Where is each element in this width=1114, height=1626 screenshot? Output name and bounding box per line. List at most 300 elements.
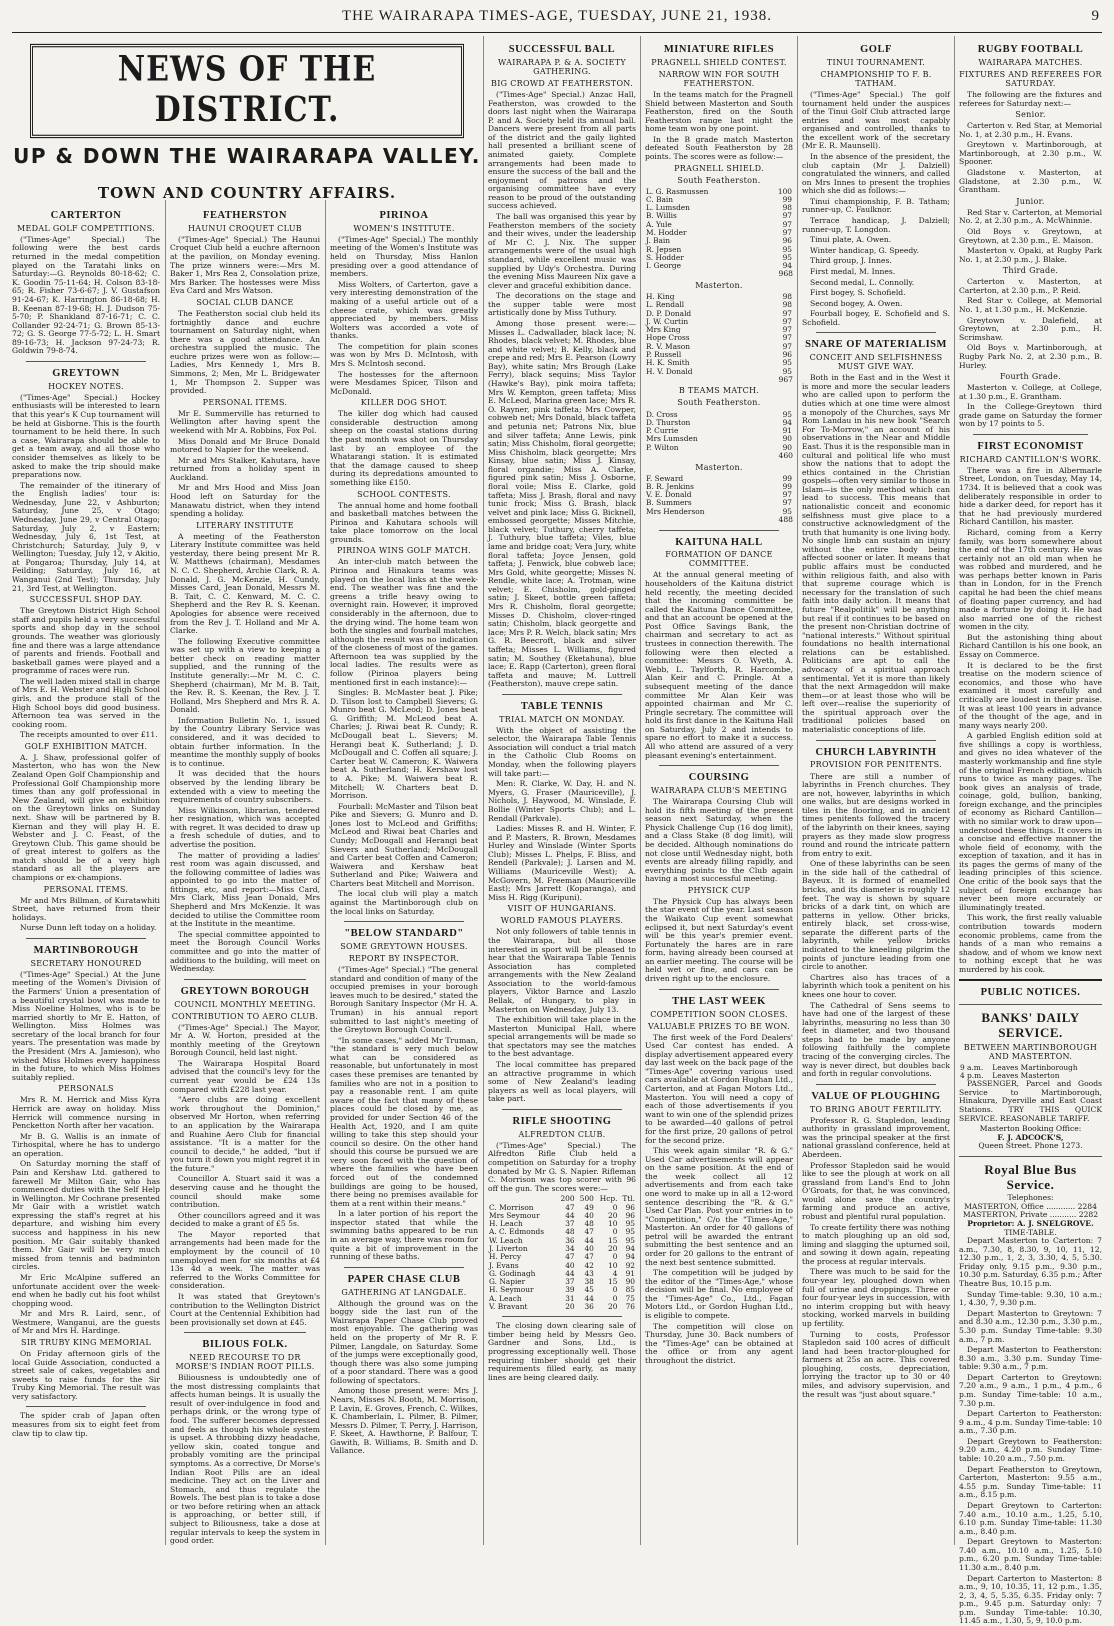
article-text: This week again similar "R. & G." Used Car advertisements will appear on the same position. At the end of the week collect all 12 advertisements and from each take one word to make up in all a 12-word sentence describing the "R. & G." Used Car Plan. Post your entries in to "Competition," C/o the "Times-Age," Masterton. An order for 40 gallons of petrol will be awarded the entrant submitting the best sentence and an order for 20 gallons to the entrant of the next best sentence submitted. xyxy=(645,1146,793,1267)
headline: SOME GREYTOWN HOUSES. xyxy=(340,942,468,952)
table-cell: B. Summers xyxy=(646,498,692,508)
list-item: Masterton v. College, at College, at 1.30 p.m., E. Grantham. xyxy=(959,383,1102,401)
paper-chase-heading: PAPER CHASE CLUB xyxy=(347,1273,461,1285)
table-tennis-heading: TABLE TENNIS xyxy=(520,700,604,712)
headline: PROVISION FOR PENITENTS. xyxy=(809,760,942,770)
list-item: Fourball bogey, E. Schofield and S. Schofield. xyxy=(802,309,950,327)
headline: PERSONALS xyxy=(58,1084,114,1094)
article-text: ("Times-Age" Special.) The monthly meeting of the Women's Institute was held on Thursday, Miss Hanlon presiding over a good attendance of members. xyxy=(330,234,478,279)
column-rule xyxy=(325,200,326,1545)
article-text: In the B grade match Masterton defeated South Featherston by 28 points. The scores were as follow:— xyxy=(645,134,793,161)
score-body xyxy=(645,411,793,452)
miniature-rifles-heading: MINIATURE RIFLES xyxy=(663,44,775,55)
list-item: Depart Masterton to Carterton: 7 a.m., 7.30, 8, 8.30, 9, 10, 11, 12, 12.30 p.m., 1, 2, 3, 3.30, 4, 5, 5.30. Friday only, 9.15 p.m., 9.30 p.m., 10.30 p.m. Saturday, 6.35 p.m.; After Theatre Bus, 10.15 p.m. xyxy=(959,1236,1102,1289)
divider xyxy=(816,740,936,741)
table-cell: D. Cross xyxy=(646,409,678,419)
article-text: In the College-Greytown third grade game on Saturday the former won by 17 points to 5. xyxy=(959,402,1102,429)
article-text: The spider crab of Japan often measures from six to eight feet from claw tip to claw tip. xyxy=(12,1411,160,1438)
top-rule xyxy=(12,32,1102,33)
table-cell: 37 xyxy=(565,1219,575,1229)
table-cell: Leaves Masterton xyxy=(992,1071,1060,1080)
table-cell: 99 xyxy=(782,473,792,483)
article-text: Miss Wolters, of Carterton, gave a very interesting demonstration of the making of a useful article out of a cheese crate, which was greatly appreciated by members. Miss Wolters was accorded a vote of thanks. xyxy=(330,279,478,341)
bus-telephones: Telephones: xyxy=(1007,1193,1054,1203)
fixture-list xyxy=(959,209,1102,264)
headline: GATHERING AT LANGDALE. xyxy=(341,1287,467,1297)
article-text: An inter-club match between the Pirinoa and Hinakura teams was played on the local links at the week-end. The weather was fine and the greens a trifle heavy owing to overnight rain. However, it improved considerably in the afternoon, due to the drying wind. The home team won both the singles and fourball matches, although the result was no indication of the closeness of most of the games. Afternoon tea was supplied by the local ladies. The results were as follow (Pirinoa players being mentioned first in each instance):— xyxy=(330,557,478,687)
table-cell: A. Leach xyxy=(489,1293,522,1303)
table-cell: 48 xyxy=(584,1219,594,1229)
royal-blue-heading: Royal Blue Bus Service. xyxy=(984,1161,1077,1192)
table-cell: 95 xyxy=(625,1227,635,1237)
table-title: PRAGNELL SHIELD. xyxy=(674,163,764,173)
table-cell: 95 xyxy=(782,252,792,262)
ball-heading: SUCCESSFUL BALL xyxy=(508,44,616,55)
article-text: In a later portion of his report the inspector stated that while the swimming baths appeared to be run in an average way, there was room for quite a bit of improvement in the running of these baths. xyxy=(330,1209,478,1262)
divider xyxy=(26,938,146,939)
table-cell: D. Thurston xyxy=(646,417,691,427)
article-text: To create fertility there was nothing to match ploughing up an old sod, liming and slagging the upturned soil, and sowing it down again, repeating the process at regular intervals. xyxy=(802,1222,950,1266)
table-cell: H. Percy xyxy=(489,1252,522,1262)
bus-timetable-title: TIME-TABLE. xyxy=(1004,1227,1057,1237)
team-title: South Featherston. xyxy=(677,398,761,408)
table-cell: L. Rendall xyxy=(646,300,685,310)
column-5 xyxy=(645,38,793,1545)
greytown-heading: GREYTOWN xyxy=(52,367,120,379)
divider xyxy=(973,434,1088,435)
divider xyxy=(659,530,779,531)
table-cell: 90 xyxy=(625,1277,635,1287)
article-text: Although the ground was on the boggy side the last run of the Wairarapa Paper Chase Club proved most enjoyable. The gathering was held on the property of Mr R. F. Pilmer, Langdale, on Saturday. Some of the jumps were exceptionally good, though there was also some jumping of a poor standard. There was a good following of spectators. xyxy=(330,1298,478,1385)
table-cell: 42 xyxy=(584,1260,594,1270)
coursing-heading: COURSING xyxy=(688,772,750,784)
table-cell: 94 xyxy=(625,1252,635,1262)
kaituna-heading: KAITUNA HALL xyxy=(675,536,763,548)
table-cell: 34 xyxy=(565,1243,575,1253)
list-item: Depart Greytown to Featherston: 9.20 a.m., 4.20 p.m. Sunday Time-table: 10.20 a.m., 7.50 p.m. xyxy=(959,1436,1102,1464)
table-cell: A. Yule xyxy=(646,219,672,229)
article-text: The Featherston social club held its fortnightly dance and euchre tournament on Saturday night, when there was a good attendance. An orchestra supplied the music. The euchre prizes were won as follow:—Ladies, Mrs Kennedy 1, Mrs B. Simmons, 2; Men, Mr L. Bridgewater 1, Mr Thompson 2. Supper was provided. xyxy=(170,308,320,396)
headline: KILLER DOG SHOT. xyxy=(360,398,448,408)
table-cell: 43 xyxy=(584,1268,594,1278)
headline: WAIRARAPA MATCHES. xyxy=(978,57,1083,67)
table-cell: P. Wilton xyxy=(646,442,679,452)
article-text: Mr and Mrs Stalker, Kahutara, have returned from a holiday spent in Auckland. xyxy=(170,455,320,482)
divider xyxy=(959,1004,1102,1005)
article-text: The Greytown District High School staff and pupils held a very successful sports and shop day in the school grounds. The weather was gloriously fine and there was a large attendance of parents and friends. Football and basketball games were played and a programme of races were run. xyxy=(12,606,160,676)
table-cell: S. Hodder xyxy=(646,252,684,262)
headline: TO BRING ABOUT FERTILITY. xyxy=(809,1104,943,1114)
table-cell: 96 xyxy=(625,1210,635,1220)
score-table xyxy=(645,293,793,376)
table-cell: 97 xyxy=(782,228,792,238)
article-text: The closing down clearing sale of timber being held by Messrs Geo. Gardner and Sons, Ltd., is progressing exceptionally well. Those requiring timber should get their requirements filled early, as many lines are being cleared daily. xyxy=(488,1321,636,1382)
headline: MEDAL GOLF COMPETITIONS. xyxy=(16,223,156,233)
list-item: Depart Featherston to Greytown, Carterton, Masterton: 9.55 a.m., 4.55 p.m. Sunday Time-table: 11 a.m., 8.15 p.m. xyxy=(959,1464,1102,1500)
table-cell: 44 xyxy=(584,1235,594,1245)
article-text: ("Times-Age" Special.) The Alfredton Rifle Club held a competition on Saturday for a trophy donated by Mr G. S. Napier. Rifleman C. Morrison was top scorer with 96 off the gun. The scores were:— xyxy=(488,1140,636,1193)
table-cell: 10 xyxy=(608,1260,618,1270)
article-text: The well laden mixed stall in charge of Mrs E. H. Webster and High School girls, and the produce stall of the High School boys did good business. Afternoon tea was served in the cooking room. xyxy=(12,676,160,729)
divider xyxy=(959,979,1102,981)
article-text: The competition for plain scones was won by Mrs D. McIntosh, with Mrs S. McIntosh second. xyxy=(330,341,478,368)
headline: CONTRIBUTION TO AERO CLUB. xyxy=(171,1011,319,1021)
list-item: Depart Carterton to Featherston: 9 a.m., 4 p.m. Sunday Time-table: 10 a.m., 7.30 p.m. xyxy=(959,1409,1102,1436)
article-text: Among those present were: Mrs J. Nears, Misses N. Booth, M. Morrison, P. Lavin, E. Groves, French, C. Wilkes, K. Chamberlain, L. Pilmer, B. Pilmer, Messrs D. Pilmer, T. Perry, J. Harrison, F. Skeet, A. Hawthorne, P. Balfour, T. Gawith, B. Williams, B. Smith and D. Vallance. xyxy=(330,1386,478,1456)
article-text: The decorations on the stage and the supper table were most artistically done by Miss Tuthury. xyxy=(488,291,636,318)
article-text: The following are the fixtures and referees for Saturday next:— xyxy=(959,89,1102,108)
headline: TRIAL MATCH ON MONDAY. xyxy=(499,714,625,724)
table-cell: H. Leach xyxy=(489,1219,523,1229)
advertisement-text: PASSENGER, Parcel and Goods Service to Martinborough, Hinakura, Dyerville and East Coast Stations. TRY THIS QUICK SERVICE. REASONABLE TARIFF. xyxy=(959,1079,1102,1123)
rifle-shooting-heading: RIFLE SHOOTING xyxy=(512,1115,612,1127)
table-cell: 95 xyxy=(625,1219,635,1229)
article-text: In the absence of the president, the club captain (Mr J. Dalziell) congratulated the winners, and called on Mrs Innes to present the trophies which she did as follows:— xyxy=(802,152,950,196)
table-cell: 95 xyxy=(625,1235,635,1245)
article-text: ("Times-Age" Special.) "The general standard and condition of many of the occupied premises in your borough leaves much to be desired," stated the Borough Sanitary Inspector (Mr H. A. Truman) in his annual report submitted to last night's meeting of the Greytown Borough Council. xyxy=(330,965,478,1035)
team-total: 967 xyxy=(778,374,793,384)
table-cell: 95 xyxy=(782,506,792,516)
table-cell: 47 xyxy=(565,1202,575,1212)
score-body xyxy=(645,293,793,376)
table-cell: 96 xyxy=(625,1202,635,1212)
article-text: Turning to costs, Professor Stapledon said 100 acres of difficult land had been tractor-ploughed for farmers at 25s an acre. This covered ploughing, costs, depreciation, lorrying the tractor up to 30 or 40 miles, and advisory supervision, and the result was "just about square." xyxy=(802,1329,950,1399)
table-cell: D. P. Donald xyxy=(646,308,692,318)
table-cell: 39 xyxy=(565,1285,575,1295)
fixture-list xyxy=(959,384,1102,401)
table-cell: 44 xyxy=(565,1268,575,1278)
table-cell: H. Seymour xyxy=(489,1285,534,1295)
column-rule xyxy=(797,36,798,1545)
table-cell: 97 xyxy=(782,308,792,318)
score-table xyxy=(645,188,793,271)
article-text: Mr and Mrs Hood and Miss Joan Hood left on Saturday for the Manawatu district, when they intend spending a holiday. xyxy=(170,483,320,519)
greytown-borough-heading: GREYTOWN BOROUGH xyxy=(180,985,310,997)
article-text: Other councillors agreed and it was decided to make a grant of £5 5s. xyxy=(170,1210,320,1229)
article-text: The first week of the Ford Dealers' Used Car contest has ended. A display advertisement appeared every day last week on the back page of the "Times-Age" covering various used cars available at Gordon Hughan Ltd., Carterton, and at Fagan Motors Ltd., Masterton. You will need a copy of each of those advertisements if you want to win one of the splendid prizes to be awarded—40 gallons of petrol for the first prize, 20 gallons of petrol for the second prize. xyxy=(645,1032,793,1145)
article-text: The annual home and home football and basketball matches between the Pirinoa and Kahutara schools will take place tomorrow on the local grounds. xyxy=(330,500,478,544)
table-header: 500 xyxy=(579,1194,594,1204)
article-text: But the astonishing thing about Richard Cantillon is his one book, an Essay on Commerce. xyxy=(959,632,1102,660)
list-item: Depart Carterton to Greytown: 7.20 a.m., 9 a.m., 1 p.m., 4 p.m., 6 p.m. Sunday Time-table: 10 a.m., 7.30 p.m. xyxy=(959,1372,1102,1408)
table-cell: J. W. Curtin xyxy=(646,316,689,326)
list-item: Tinui plate, A. Owen. xyxy=(810,235,892,245)
bus-private-phone: MASTERTON, Private ........... 2282 xyxy=(962,1210,1099,1220)
table-cell: 97 xyxy=(782,211,792,221)
table-cell: 98 xyxy=(782,292,792,302)
table-cell: 94 xyxy=(782,417,792,427)
article-text: "In some cases," added Mr Truman, "the standard is very much below what can be considered as reasonable, but unfortunately in most cases these premises are tenanted by families who are not in a position to pay a reasonable rent. I am quite aware of the fact that many of these places could be closed by me, as provided for under Section 46 of the Health Act, 1920, and I am quite willing to take this step should your council so desire. On the other hand should this course be pursued we are very soon faced with the question of where the families who have been forced out of the condemned buildings are going to be housed, there being no premises available for them at a rent within their means." xyxy=(330,1035,478,1208)
table-cell: Mrs King xyxy=(646,325,681,335)
grade-title: Senior. xyxy=(1015,110,1046,120)
table-cell: 75 xyxy=(625,1293,635,1303)
table-cell: Mrs Lumsden xyxy=(646,434,698,444)
table-cell: 96 xyxy=(782,236,792,246)
public-notices-heading: PUBLIC NOTICES. xyxy=(980,987,1081,999)
table-cell: 0 xyxy=(612,1293,618,1303)
article-text: The matter of providing a ladies' rest room was again discussed, and the following committee of ladies was appointed to go into the matter of fittings, etc, and report:—Miss Card, Mrs Clark, Miss Jean Donald, Mrs Shepherd and Mrs McKenzie. It was decided to utilise the Committee room at the Institute in the meantime. xyxy=(170,850,320,929)
team-total: 460 xyxy=(778,450,793,460)
table-cell: 97 xyxy=(782,325,792,335)
table-cell: 15 xyxy=(608,1235,618,1245)
list-item: Carterton v. Red Star, at Memorial No. 1, at 2.30 p.m., H. Evans. xyxy=(959,121,1102,139)
list-item: Terrace handicap, J. Dalziell; runner-up, T. Longdon. xyxy=(802,216,950,234)
table-cell: 36 xyxy=(584,1301,594,1311)
list-item: Carterton v. Masterton, at Carterton, at 2.30 p.m., P. Reid. xyxy=(959,277,1102,295)
headline: WORLD FAMOUS PLAYERS. xyxy=(500,916,624,926)
divider xyxy=(26,1406,146,1407)
masthead-subtitle: UP & DOWN THE WAIRARAPA VALLEY. xyxy=(13,144,481,168)
table-row xyxy=(488,1303,636,1311)
table-cell: 94 xyxy=(782,261,792,271)
table-cell: 99 xyxy=(782,194,792,204)
table-cell: 47 xyxy=(584,1227,594,1237)
divider xyxy=(502,1316,622,1317)
article-text: Fourball: McMaster and Tilson beat Pike and Sievers; G. Munro and D. Jones lost to McLeod and Griffiths; McLeod and Riwai beat Charles and Cundy; McDougall and Herangi beat Sievers and Sutherland; McDougall and Carter beat Coffen and Cameron; Waiwera and Kershaw beat Sutherland and Pike; Waiwera and Charters beat Mitchell and Morrison. xyxy=(330,801,478,888)
article-text: Men: R. Clarke, W. Day, H. and N. Myers, G. Fraser (Mauriceville), J. Nichols, J. Haywood, M. Winslade, F. Bollie (Winter Sports Club); and L. Rendall (Parkvale). xyxy=(488,779,636,823)
table-cell: 20 xyxy=(608,1301,618,1311)
table-cell: L. Lumsden xyxy=(646,203,690,213)
booking-office: Masterton Booking Office: xyxy=(979,1124,1082,1134)
article-text: A garbled English edition sold at five shillings a copy is worthless, and gives no idea whatever of the masterly workmanship and fine style of the original French edition, which runs to twice as many pages. The book gives an analysis of trade, coinage, gold, bullion, banking, foreign exchange, and the principles of economy as Richard Cantillon—with no similar work to draw upon—understood these things. It covers in a concise and effective manner the whole field of economy, with the exception of taxation, and it has in its pages the germs of many of the leading principles of this science. One critic of the book says that the subject of foreign exchange has never been more accurately or illuminatingly treated. xyxy=(959,731,1102,912)
article-text: Mrs R. M. Herrick and Miss Kyra Herrick are away on holiday. Miss Herrick will commence nursing in Pencketton North after her vacation. xyxy=(12,1095,160,1131)
table-cell: P. Currie xyxy=(646,426,679,436)
divider xyxy=(659,765,779,766)
table-cell: 47 xyxy=(584,1252,594,1262)
column-rule xyxy=(954,36,955,1545)
table-cell: 48 xyxy=(565,1227,575,1237)
team-total: 488 xyxy=(778,514,793,524)
article-text: The killer dog which had caused considerable destruction among sheep on the coastal stations during the past month was shot on Thursday last by an employee of the Whatarangi station. It is estimated that the damage caused to sheep during its depredations amounted to something like £150. xyxy=(330,409,478,487)
article-text: The competition will be judged by the editor of the "Times-Age," whose decision will be final. No employee of the "Times-Age" Co., Ltd., Fagan Motors Ltd., or Gordon Hughan Ltd., is eligible to compete. xyxy=(645,1268,793,1321)
article-text: This work, the first really valuable contribution towards modern economic problems, came from the hands of a man who remains a shadow, and of whom we know next to nothing except that he was murdered by his cook. xyxy=(959,913,1102,974)
fixture-list xyxy=(959,122,1102,195)
article-text: On Friday afternoon girls of the local Guide Association, conducted a street sale of cakes, vegetables and sweets to raise funds for the Sir Truby King Memorial. The result was very satisfactory. xyxy=(12,1349,160,1401)
economist-heading: FIRST ECONOMIST xyxy=(977,441,1084,452)
table-cell: G. Godinagh xyxy=(489,1268,536,1278)
headline: PIRINOA WINS GOLF MATCH. xyxy=(336,546,472,556)
table-cell: Mrs Henderson xyxy=(646,506,705,516)
ploughing-heading: VALUE OF PLOUGHING xyxy=(811,1090,941,1102)
table-cell: 95 xyxy=(782,409,792,419)
headline: HAUNUI CROQUET CLUB xyxy=(188,223,302,233)
article-text: The Mayor reported that arrangements had been made for the employment by the council of 10 unemployed men for six months at £4 13s 4d a week. The matter was referred to the Works Committee for consideration. xyxy=(170,1229,320,1291)
headline: ALFREDTON CLUB. xyxy=(518,1129,606,1139)
table-cell: 40 xyxy=(584,1243,594,1253)
divider xyxy=(816,1084,936,1085)
article-text: Miss Wilkinson, librarian, tendered her resignation, which was accepted with regret. It was decided to draw up a fresh schedule of duties, and to advertise the position. xyxy=(170,805,320,849)
masthead xyxy=(12,44,482,202)
article-text: Among those present were:—Misses L. Cadwallader, black lace; N. Rhodes, black velvet; M. Rhodes, blue and white velvet; B. Kelly, black and crepe and red; Mrs E. Pearson (Lowry Bay), white satin; Mrs Brough (Lake Ferry), black sequins; Miss Taylor (Hawke's Bay), pink moira taffeta; Mrs W. Kempton, green taffeta; Miss E. McLeod, Marina green lace; Mrs R. O. Rayner, pink taffeta; Mrs Cowper, cobweb net; Mrs Donald, black taffeta and petunia net; Patrons Nix, blue and silver taffeta; Anne Lewis, pink satin; Miss Chisholm, floral georgette; Miss Chisholm, black georgette; Mrs Kinsay, blue satin; Miss J. Kinsay, floral organdie; Miss A. Clarke, figured pink satin; Miss J. Osborne, floral voile; Miss E. Clarke, gold taffeta; Miss J. Brash, floral and navy tunic frock; Miss G. Brash, black velvet and pink lace; Miss G. Bicknell, embossed georgette; Misses Mitchie, black velvet; Tuthury, cherry taffeta; J. Tuthury, blue taffeta; Viles, blue lame and bridge coat; Vera Jury, white floral taffeta; Joyce Jensen, gold taffeta; J. Fenwick, blue cobweb lace; Mrs Gold, white georgette; Misses N. Rendle, white lace; A. Trotman, wine velvet; E. Chisholm, gold-pinged satin; J. Skeet, bottle green taffeta; Mrs R. Chisholm, floral georgette; Misses D. Chisholm, clover-ringed satin; Chisholm, black georgette and lace; Mrs P. R. Welch, black satin; Mrs G. R. Beecroft, black and silver taffeta; Misses L. Williams, figured satin; M. Southey (Eketahuna), blue lace; E. Rapp (Carterton), green floral taffeta and mauve; M. Luttrell (Featherston), mauve crepe satin. xyxy=(488,318,636,689)
list-item: Winter handicap, G. Speedy. xyxy=(810,245,919,255)
headline: WAIRARAPA P. & A. SOCIETY GATHERING. xyxy=(498,57,626,76)
article-text: Richard, coming from a Kerry family, was born somewhere about the end of the 17th century. He was certainly not an old man when he was robbed and murdered, and he was perhaps better known in Paris than in London, for in the French capital he had been the chief means of floating paper currency, and had made a fortune by doing it. He had also married one of the richest women in the city. xyxy=(959,527,1102,632)
running-head-title: THE WAIRARAPA TIMES-AGE, TUESDAY, JUNE 21, 1938. xyxy=(342,8,772,24)
table-cell: A. C. Edmonds xyxy=(489,1227,544,1237)
table-cell: 90 xyxy=(782,434,792,444)
table-cell: J. Liverton xyxy=(489,1243,528,1253)
table-cell: H. V. Donald xyxy=(646,366,693,376)
team-title: Masterton. xyxy=(695,281,743,291)
list-item: Masterton v. Opaki, at Rugby Park No. 1, at 2.30 p.m., J. Blake. xyxy=(959,246,1102,264)
table-cell: 97 xyxy=(782,219,792,229)
score-body xyxy=(645,188,793,271)
headline: WAIRARAPA CLUB'S MEETING xyxy=(650,786,788,796)
article-text: ("Times-Age" Special.) Hockey enthusiasts will be interested to learn that this year's K Cup tournament will be held at Gisborne. This is the fourth tournament to be held there. In such a case, Wairarapa should be able to get a team away, and all those who consider themselves as likely to be asked to make the trip should make preparations now. xyxy=(12,392,160,480)
table-cell: 95 xyxy=(782,244,792,254)
list-item: Greytown v. Martinborough, at Martinborough, at 2.30 p.m., W. Spooner. xyxy=(959,140,1102,167)
booking-phone: Queen Street. Phone 1273. xyxy=(978,1141,1083,1151)
table-cell: 38 xyxy=(584,1277,594,1287)
team-title: Masterton. xyxy=(695,462,743,472)
article-text: There was much to be said for the four-year ley, ploughed down when full of urine and droppings. Three or four four-year leys in succession, with no interim cropping but with heavy stocking, worked marvels in building up fertility. xyxy=(802,1267,950,1328)
table-cell: 20 xyxy=(608,1210,618,1220)
table-title: B TEAMS MATCH. xyxy=(678,386,760,396)
article-text: Singles: B. McMaster beat J. Pike; D. Tilson lost to Campbell Sievers; G. Munro beat G. McLeod; D. Jones beat G. Griffith; M. McLeod beat A. Charles; J. Riwai beat R. Cundy; R. McDougall beat L. Sievers; M. Herangi beat K. Sutherland; J. D. McDougall and C. Coffen all square; J. Carter beat W. Cameron; K. Waiwera beat A. Sutherland; H. Kershaw lost to A. Pike; M. Waiwera beat R. Mitchell; W. Charters beat D. Morrison. xyxy=(330,688,478,801)
headline: LITERARY INSTITUTE xyxy=(196,520,294,530)
headline: PHYSICK CUP xyxy=(687,885,751,895)
rugby-heading: RUGBY FOOTBALL xyxy=(977,44,1084,55)
column-2 xyxy=(170,204,320,1545)
table-cell: H. King xyxy=(646,292,675,302)
table-cell: H. K. Smith xyxy=(646,358,690,368)
table-cell: 97 xyxy=(782,498,792,508)
table-cell: J. Evans xyxy=(489,1260,519,1270)
divider xyxy=(659,989,779,990)
headline: FIXTURES AND REFEREES FOR SATURDAY. xyxy=(959,69,1102,88)
article-text: Tinui championship, F. B. Tatham; runner-up, C. Faulknor. xyxy=(802,196,950,215)
table-cell: 95 xyxy=(782,358,792,368)
featherston-heading: FEATHERSTON xyxy=(203,210,287,221)
table-cell: F. Seward xyxy=(646,473,684,483)
column-rule xyxy=(483,36,484,1545)
table-cell: 97 xyxy=(782,341,792,351)
list-item: Depart Greytown to Carterton: 7.40 a.m., 10.10 a.m., 1.25, 5.10, 6.10 p.m. Sunday Time-table: 11.30 a.m., 8.40 p.m. xyxy=(959,1500,1102,1536)
table-cell: 100 xyxy=(777,186,792,196)
table-cell: 95 xyxy=(782,366,792,376)
score-body xyxy=(645,475,793,516)
headline: SUCCESSFUL SHOP DAY. xyxy=(29,595,143,605)
divider xyxy=(816,332,936,333)
table-cell: 90 xyxy=(782,442,792,452)
column-1 xyxy=(12,204,160,1545)
list-item: Red Star v. Carterton, at Memorial No. 2, at 2.30 p.m., A. McWhinnie. xyxy=(959,207,1102,226)
headline: PRAGNELL SHIELD CONTEST. xyxy=(651,57,787,67)
article-text: There was a fire in Albermarle Street, London, on Tuesday, May 14, 1734. It is believed that a cook was deliberately responsible in order to hide a darker deed, for report has it that he had previously murdered Richard Cantillon, his master. xyxy=(959,465,1102,527)
table-cell: 0 xyxy=(612,1252,618,1262)
tinui-results-list xyxy=(802,217,950,327)
headline: COMPETITION SOON CLOSES. xyxy=(650,1009,788,1019)
team-total: 968 xyxy=(778,269,793,279)
article-text: Chartres also has traces of a labyrinth which took a penitent on his knees one hour to cover. xyxy=(802,972,950,999)
article-text: The Wairarapa Coursing Club will hold its fifth meeting of the present season next Saturday, when the Physick Challenge Cup (16 dog limit), and a Class Stake (8 dog limit), will be decided. Although nominations do not close until Wednesday night, both events are already filling rapidly, and everything points to the Club again having a most successful meeting. xyxy=(645,797,793,884)
article-text: The Physick Cup has always been the star event of the year. Last season the Waikato Cup event somewhat eclipsed it, but next Saturday's event will be this year's premier event. Fortunately the hares are in rare form, having already been coursed at an earlier meeting. The course will be held wet or fine, and cars can be driven right up to the enclosure. xyxy=(645,896,793,984)
last-week-heading: THE LAST WEEK xyxy=(672,995,766,1007)
list-item: Depart Masterton to Greytown: 7 and 8.30 a.m., 12.30 p.m., 3.30 p.m., 5.30 p.m. Sunday Time-table: 9.30 a.m., 7 p.m. xyxy=(959,1308,1102,1344)
golf-heading: GOLF xyxy=(860,44,892,55)
article-text: The local club will play a match against the Martinborough club on the local links on Saturday. xyxy=(330,889,478,916)
article-text: The Cathedral of Sens seems to have had one of the largest of these labyrinths, measuring no less than 30 feet in diameter, and two thousand steps had to be made by anyone following faithfully the complete tracing of the converging circles. The way is never direct, but doubles back and forth in regular convolutions. xyxy=(802,1000,950,1079)
divider xyxy=(959,1156,1102,1157)
divider xyxy=(502,1109,622,1110)
article-text: ("Times-Age" Special.) Anzac Hall, Featherston, was crowded to the doors last night when the Wairarapa P. and A. Society held its annual ball. Dancers were present from all parts of the district and the gaily lighted hall presented a brilliant scene of animated gaiety. Complete arrangements had been made to ensure the success of the ball and the enjoyment of patrons and the organising committee have every reason to be proud of the outstanding success achieved. xyxy=(488,89,636,211)
grade-title: Third Grade. xyxy=(1002,266,1059,276)
column-6 xyxy=(802,38,950,1545)
article-text: At the annual general meeting of householders of the Kaituna district held recently, the meeting decided that the incoming committee be called the Kaituna Dance Committee, and that an account be opened at the Post Office Savings Bank, the chairman and secretary to act as trustees in connection therewith. The following were then elected a committee: Messrs O. Wyeth, A. Webb, L. Taylforth, R. Harcombe, Alan Keir and C. Pringle. At a subsequent meeting of the dance committee Mr Alan Keir was appointed chairman and Mr C. Pringle secretary. The committee will hold its first dance in the Kaituna Hall on Saturday, July 2 and intends to spare no effort to make it a success. All who attend are assured of a very pleasant evening's entertainment. xyxy=(645,570,793,760)
score-table xyxy=(645,475,793,516)
table-cell: C. Bain xyxy=(646,194,674,204)
article-text: Nurse Dunn left today on a holiday. xyxy=(20,923,157,933)
divider xyxy=(344,921,464,922)
headline: CONCEIT AND SELFISHNESS MUST GIVE WAY. xyxy=(809,353,943,372)
article-text: "Aero clubs are doing excellent work throughout the Dominion," observed Mr Horton, when referring to an application by the Wairarapa and Ruahine Aero Club for financial assistance. "It is a matter for the council to decide," he added, "but if you turn it down you might regret it in the future." xyxy=(170,1095,320,1173)
article-text: The ball was organised this year by Featherston members of the society and their wives, under the leadership of Mr C. J. Nix. The supper arrangements were of the usual high standard, while excellent music was supplied by Udy's Orchestra. During the evening Miss Maureen Nix gave a clever and graceful exhibition dance. xyxy=(488,212,636,290)
headline: HOCKEY NOTES. xyxy=(48,381,124,391)
table-cell: 10 xyxy=(608,1219,618,1229)
headline: VISIT OF HUNGARIANS. xyxy=(507,904,617,914)
article-text: It was decided that the hours observed by the lending library be extended with a view to meeting the requirements of country subscribers. xyxy=(170,769,320,805)
table-cell: J. Bain xyxy=(646,236,671,246)
table-cell: Hope Cross xyxy=(646,333,690,343)
bus-proprietor: Proprietor: A. J. SNELGROVE. xyxy=(967,1219,1094,1229)
table-cell: 37 xyxy=(565,1277,575,1287)
masthead-title: NEWS OF THE DISTRICT. xyxy=(30,44,464,138)
article-text: Mr E. Summerville has returned to Wellington after having spent the weekend with Mr A. Robbins, Fox Pol. xyxy=(170,408,320,435)
list-item: Depart Carterton to Masterton: 8 a.m., 9, 10, 10.35, 11, 12 p.m., 1.35, 2, 3, 4, 5, 5.35, 6.35. Friday only: 7 p.m., 9.45 p.m. Saturday only: 7 p.m. Sunday Time-table: 10.30, 11.45 a.m., 1.30, 5, 9, 10.0 p.m. xyxy=(959,1573,1102,1626)
team-title: South Featherston. xyxy=(677,175,761,185)
article-text: The exhibition will take place in the Masterton Municipal Hall, where special arrangements will be made so that spectators may see the matches to the best advantage. xyxy=(488,1015,636,1059)
headline: GOLF EXHIBITION MATCH. xyxy=(24,741,148,751)
table-cell: 98 xyxy=(782,300,792,310)
article-text: The competition will close on Thursday, June 30. Back numbers of the "Times-Age" can be obtained at the office or from any agent throughout the district. xyxy=(645,1321,793,1365)
headline: BETWEEN MARTINBOROUGH AND MASTERTON. xyxy=(963,1042,1098,1061)
article-text: The special committee appointed to meet the Borough Council Works committee and go into the matter of additions to the building, will meet on Wednesday. xyxy=(170,929,320,974)
headline: NARROW WIN FOR SOUTH FEATHERSTON. xyxy=(658,69,780,88)
bus-office-phone: MASTERTON, Office ............ 2284 xyxy=(964,1201,1097,1211)
column-4 xyxy=(488,38,636,1545)
article-text: Miss Donald and Mr Bruce Donald motored to Napier for the weekend. xyxy=(170,436,320,455)
table-cell: 40 xyxy=(565,1260,575,1270)
headline: REPORT BY INSPECTOR. xyxy=(348,954,460,964)
grade-title: Fourth Grade. xyxy=(999,372,1062,382)
list-item: Depart Masterton to Featherston: 8.30 a.m., 3.30 p.m. Sunday Time-table: 9.30 a.m., 7 p.m. xyxy=(959,1345,1102,1372)
article-text: Not only followers of table tennis in the Wairarapa, but all those interested in sport will be pleased to hear that the Wairarapa Table Tennis Association has completed arrangements with the New Zealand Association to the world-famous players, Viktor Barnce and Laszlo Bellak, of Hungary, to play in Masterton on Wednesday, July 13. xyxy=(488,927,636,1014)
table-cell: 31 xyxy=(565,1293,575,1303)
article-text: Mr B. G. Wallis is an inmate of Tirhospital, where he has to undergo an operation. xyxy=(12,1131,160,1158)
column-7 xyxy=(959,38,1102,1626)
list-item: Depart Greytown to Masterton: 7.40 a.m., 10.10 a.m., 1.25, 5.10 p.m., 6.20 p.m. Sunday Time-table: 11.30 a.m., 8.40 p.m. xyxy=(959,1537,1102,1572)
article-text: Professor Stapledon said he would like to see the plough at work on all grassland from Land's End to John O'Groats, for that, he was convinced, would alone save the country's farming and produce an active, robust and plentiful rural population. xyxy=(802,1160,950,1221)
table-cell: 99 xyxy=(782,481,792,491)
table-cell: 44 xyxy=(565,1210,575,1220)
article-text: A meeting of the Featherston Literary Institute committee was held yesterday, there being present Mr R. W. Matthews (chairman), Mesdames N. C. C. Shepherd, Archie Clark, R. A. Donald, J. G. McKenzie, H. Cundy, Misses Card, Jean Donald, Messrs M. B. Tait, C. C. Kenward, M. C. C. Shepherd and the Rev R. S. Keenan. Apologies for absence were received from the Rev J. T. Holland and Mr A. Clarke. xyxy=(170,531,320,636)
list-item: First bogey, S. Schofield. xyxy=(810,288,906,298)
table-cell: 20 xyxy=(608,1243,618,1253)
headline: CHAMPIONSHIP TO F. B. TATHAM. xyxy=(820,69,932,88)
table-cell: M. Hodder xyxy=(646,228,687,238)
table-cell: 20 xyxy=(565,1301,575,1311)
bus-timetable xyxy=(959,1237,1102,1626)
banks-service-heading: BANKS' DAILY SERVICE. xyxy=(981,1010,1080,1040)
column-3 xyxy=(330,204,478,1545)
headline: SCHOOL CONTESTS. xyxy=(357,489,451,499)
headline: SOCIAL CLUB DANCE xyxy=(196,297,294,307)
article-text: ("Times-Age" Special.) The Haunui Croquet Club held a euchre afternoon at the pavilion, on Monday evening. The prize winners were:—Mrs M. Baker 1, Mrs Rea 2, Consolation prize, Mrs Barker. The hostesses were Miss Eva Card and Mrs Watson. xyxy=(170,234,320,296)
headline: BIG CROWD AT FEATHERSTON. xyxy=(491,78,633,88)
article-text: It was stated that Greytown's contribution to the Wellington District Court at the Centennial Exhibition had been provisionally set down at £45. xyxy=(170,1291,320,1327)
table-cell: 97 xyxy=(782,490,792,500)
article-text: ("Times-Age" Special.) The golf tournament held under the auspices of the Tinui Golf Club attracted large entries and was most capably organised and controlled, thanks to the excellent work of the secretary (Mr E. R. Maunsell). xyxy=(802,89,950,151)
